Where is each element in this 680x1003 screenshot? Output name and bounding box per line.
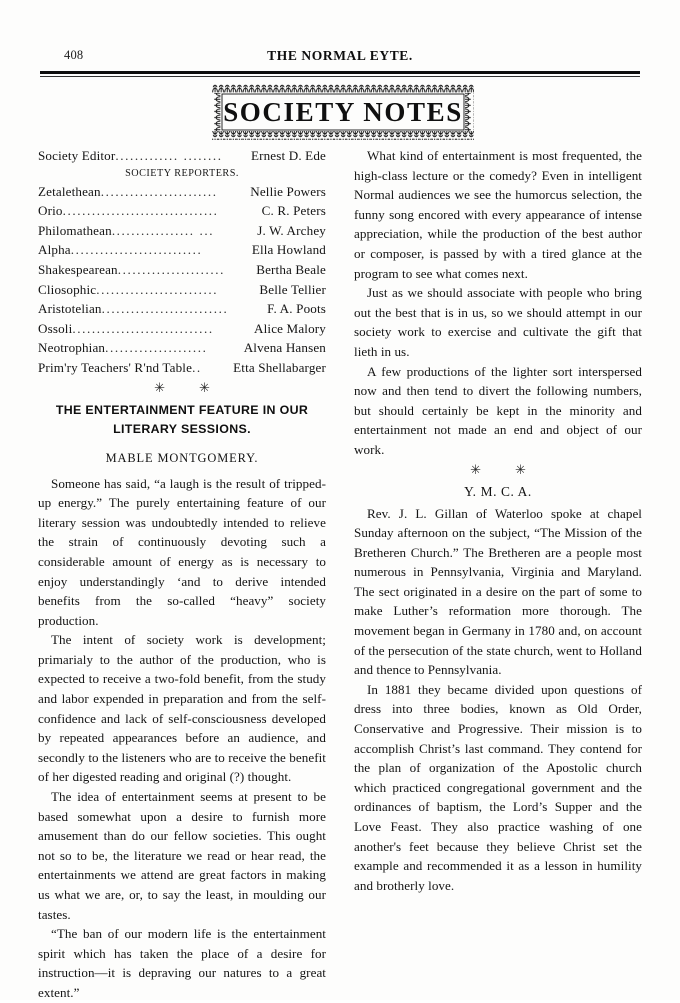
roster-society-name: Shakespearean [38, 261, 118, 277]
roster-society-name: Philomathean [38, 222, 112, 238]
banner-title-text: SOCIETY NOTES [223, 97, 463, 127]
article-byline: MABLE MONTGOMERY. [105, 450, 259, 465]
article-title-line-1: THE ENTERTAINMENT FEATURE IN OUR [55, 402, 309, 417]
roster-row-editor [38, 146, 326, 166]
roster-row [38, 319, 326, 339]
running-head [40, 48, 640, 66]
society-notes-banner [212, 84, 474, 140]
dot-leader: .. [192, 359, 202, 375]
roster-society-name: Prim'ry Teachers' R'nd Table [38, 359, 193, 375]
roster-reporter-name: Alice Malory [254, 320, 326, 336]
roster-society-name: Cliosophic [38, 281, 97, 297]
ymca-paragraph: Rev. J. L. Gillan of Waterloo spoke at chapel Sunday afternoon on the subject, “The Mission of the Bretheren Church.” The Bretheren are a people most numerous in Pennsylvania, Virginia and Maryland. The sect originated in a desire on the part of some to make Luther’s reformation more thorough. The movement began in Germany in 1780 and, on account of the persecution of the state church, went to Holland and thence to Pennsylvania. [354, 505, 642, 678]
roster-reporter-name: Etta Shellabarger [233, 359, 326, 375]
roster-society-name: Orio [38, 203, 63, 219]
roster-row [38, 338, 326, 358]
dot-leader: ................. ... [111, 222, 215, 238]
publication-title: THE NORMAL EYTE. [267, 48, 413, 63]
article-paragraph: The intent of society work is development; primarialy to the author of the production, who is expected to receive a two-fold benefit, from the study and labor expended in preparation and from the self-confidence and lack of self-consciousness developed by repeated appearances before an audience, and secondly to the listeners who are to receive the benefit of her digested reading and original (?) thought. [38, 632, 326, 785]
roster-society-name: Aristotelian [38, 301, 102, 317]
dot-leader: ...................... [117, 261, 225, 277]
roster-row [38, 240, 326, 260]
roster-reporter-name: Ella Howland [251, 242, 326, 258]
dot-leader: ................................ [62, 203, 219, 219]
article-paragraph: What kind of entertainment is most frequented, the high-class lecture or the comedy? Even in intelligent Normal audiences we see the humorcus selection, the funny song encored with every appearance of intense appreciation, while the production of the best author or composer, is passed by with a tired glance at the program to see what comes next. [354, 148, 642, 281]
roster-row [38, 280, 326, 300]
dot-leader: .......................... [101, 301, 229, 317]
roster-society-name: Alpha [38, 242, 71, 258]
roster-editor-role: Society Editor [38, 148, 116, 163]
left-column [38, 146, 326, 1003]
roster-editor-name: Ernest D. Ede [250, 148, 326, 163]
roster-society-name: Neotrophian [38, 340, 106, 356]
roster-reporter-name: Nellie Powers [250, 183, 326, 199]
roster-subheading: SOCIETY REPORTERS. [125, 167, 239, 179]
article-paragraph: Just as we should associate with people who bring out the best that is in us, so we should attempt in our society work to exercise and cultivate the gift that lieth in us. [354, 285, 642, 359]
article-paragraph: A few productions of the lighter sort interspersed now and then tend to divert the following numbers, but should certainly be kept in the minority and entertainment not made an end and object of our work. [354, 363, 642, 457]
roster-row [38, 182, 326, 202]
roster-reporter-name: Belle Tellier [259, 281, 326, 297]
article-paragraph: The idea of entertainment seems at present to be based somewhat upon a desire to furnish more amusement than do our fellow societies. This ought not so to be, the literature we read or hear read, the entertainments we attend are great factors in making us what we are, or, to say the least, in moulding our tastes. [38, 789, 326, 922]
page-folio: 408 [64, 48, 84, 62]
roster-reporter-name: Alvena Hansen [243, 340, 326, 356]
ymca-paragraph: In 1881 they became divided upon questions of dress into three bodies, known as Old Order, Conservative and Progressive. Their mission is to accomplish Christ’s last command. They contend for the plan of organization of the Apostolic church which practiced congregational government and the ordinances of baptism, the Lord’s Supper and the Love Feast. They also practice washing of one another's feet because they believe Christ set the example and recommended it as a lesson in humility and brotherly love. [354, 681, 642, 893]
article-title-line-2: LITERARY SESSIONS. [113, 422, 251, 437]
dot-leader: ........................ [100, 183, 218, 199]
roster-reporter-name: J. W. Archey [257, 222, 326, 238]
asterisk-divider: ✳✳ [470, 461, 560, 477]
society-roster [38, 146, 326, 378]
asterisk-divider: ✳✳ [154, 379, 244, 395]
article-paragraph: Someone has said, “a laugh is the result of tripped-up energy.” The purely entertaining feature of our literary session was undoubtedly intended to relieve the strain of continuously devoting such a considerable amount of energy as is necessary to enjoy understandingly ‘and to derive intended benefits from the so-called “heavy” society production. [38, 475, 326, 628]
roster-row [38, 260, 326, 280]
roster-reporter-name: F. A. Poots [267, 301, 326, 317]
roster-society-name: Zetalethean [38, 183, 101, 199]
dot-leader: ........................... [70, 242, 203, 258]
article-paragraph: “The ban of our modern life is the entertainment spirit which has taken the place of a desire for instruction—it is depraving our natures to a great extent.” [38, 926, 326, 1000]
header-rule-thin [40, 76, 640, 77]
header-rule-thick [40, 71, 640, 74]
dot-leader: ............................. [72, 320, 214, 336]
roster-reporter-name: C. R. Peters [261, 203, 326, 219]
roster-row [38, 221, 326, 241]
dot-leader: ............. ........ [115, 148, 223, 163]
roster-row [38, 299, 326, 319]
dot-leader: ......................... [96, 281, 219, 297]
roster-society-name: Ossoli [38, 320, 73, 336]
roster-row [38, 201, 326, 221]
dot-leader: ..................... [105, 340, 208, 356]
spacer [38, 467, 326, 474]
roster-reporter-name: Bertha Beale [256, 261, 326, 277]
right-column [354, 146, 642, 895]
ymca-section-heading: Y. M. C. A. [464, 483, 532, 499]
roster-row [38, 358, 326, 378]
